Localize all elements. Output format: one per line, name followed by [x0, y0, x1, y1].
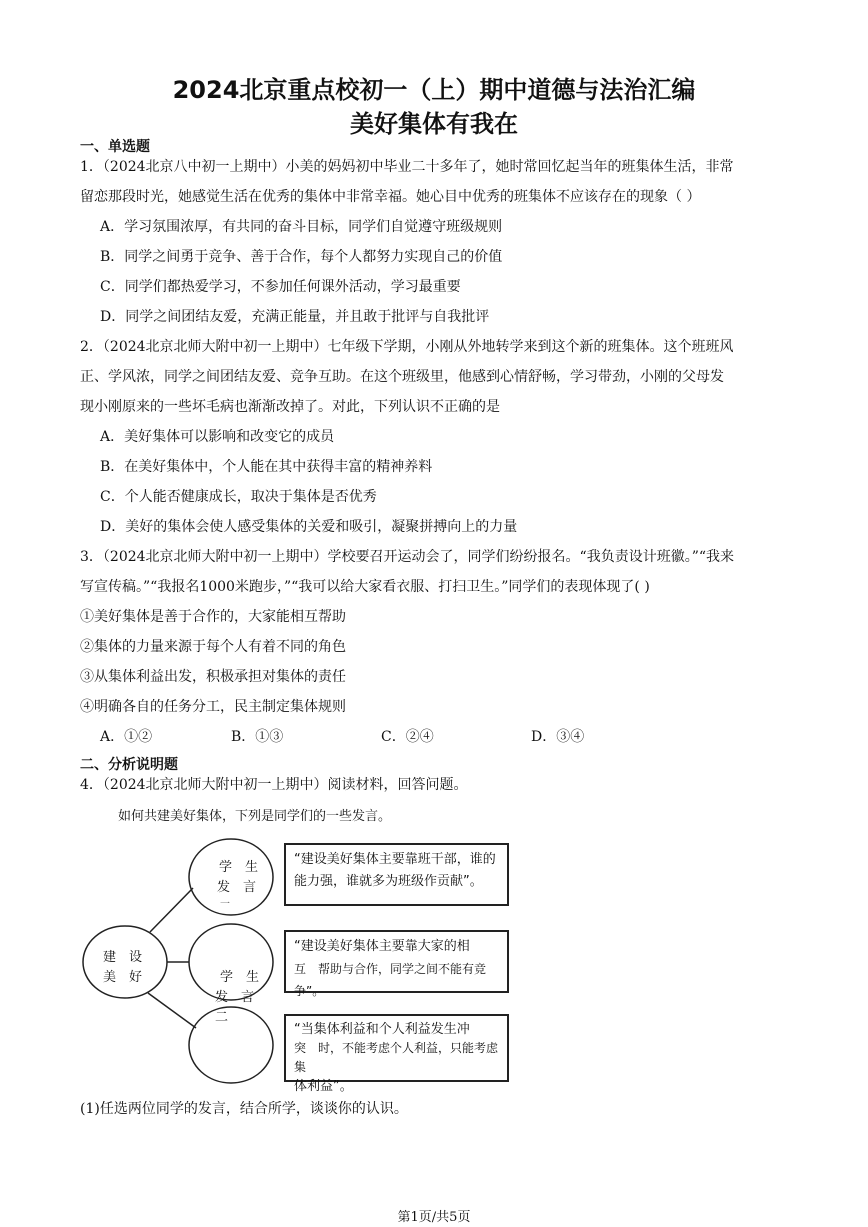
- q4-subquestion-1: (1)任选两位同学的发言，结合所学，谈谈你的认识。: [80, 1101, 408, 1117]
- center-label-line1: 建 设: [103, 950, 143, 965]
- circle2-label-line2: 发 言: [215, 990, 255, 1005]
- circle1-label-line1: 学 生: [219, 860, 259, 875]
- circle1-label-line3: 一: [220, 899, 230, 910]
- q4-material-intro: 如何共建美好集体，下列是同学们的一些发言。: [118, 809, 392, 824]
- center-label-line2: 美 好: [103, 970, 143, 985]
- q3-option-b: B．①③: [231, 729, 284, 745]
- q1-option-d: D．同学之间团结友爱，充满正能量，并且敢于批评与自我批评: [100, 309, 490, 325]
- q3-statement-1: ①美好集体是善于合作的，大家能相互帮助: [80, 609, 346, 625]
- q3-option-d: D．③④: [531, 729, 585, 745]
- q2-stem-line2: 正、学风浓，同学之间团结友爱、竞争互助。在这个班级里，他感到心情舒畅，学习带劲，小刚的父母发: [80, 369, 724, 385]
- page-subtitle: 美好集体有我在: [350, 110, 518, 138]
- q3-stem-line2: 写宣传稿。”“我报名1000米跑步，”“我可以给大家看衣服、打扫卫生。”同学们的表现体现了( ): [80, 579, 650, 595]
- q1-stem-line2: 留恋那段时光，她感觉生活在优秀的集体中非常幸福。她心目中优秀的班集体不应该存在的现象（ ）: [80, 189, 701, 205]
- page-number-footer: 第1页/共5页: [397, 1210, 471, 1225]
- section-heading-single-choice: 一、单选题: [80, 139, 150, 155]
- q2-option-b: B．在美好集体中，个人能在其中获得丰富的精神养料: [100, 459, 433, 475]
- page-title: 2024北京重点校初一（上）期中道德与法治汇编: [172, 76, 696, 104]
- quote-box-3: [284, 1014, 509, 1094]
- quote3-line1: “当集体利益和个人利益发生冲: [294, 1022, 470, 1037]
- quote2-line2: 互 帮助与合作，同学之间不能有竞争”。: [294, 962, 487, 998]
- q4-stem: 4．（2024北京北师大附中初一上期中）阅读材料，回答问题。: [80, 777, 468, 793]
- q3-option-c: C．②④: [381, 729, 434, 745]
- q3-statement-4: ④明确各自的任务分工，民主制定集体规则: [80, 699, 346, 715]
- quote1-line1: “建设美好集体主要靠班干部，谁的: [294, 852, 496, 867]
- q3-option-a: A．①②: [100, 729, 153, 745]
- quote1-line2: 能力强，谁就多为班级作贡献”。: [294, 874, 483, 889]
- circle2-label-line3: 二: [215, 1010, 229, 1025]
- q3-statement-3: ③从集体利益出发，积极承担对集体的责任: [80, 669, 346, 685]
- quote3-line2: 突 时，不能考虑个人利益，只能考虑集: [294, 1041, 499, 1074]
- q3-statement-2: ②集体的力量来源于每个人有着不同的角色: [80, 639, 346, 655]
- q1-option-c: C．同学们都热爱学习，不参加任何课外活动，学习最重要: [100, 279, 461, 295]
- q2-option-c: C．个人能否健康成长，取决于集体是否优秀: [100, 489, 377, 505]
- q2-option-a: A．美好集体可以影响和改变它的成员: [100, 429, 335, 445]
- quote-box-2: [284, 930, 509, 998]
- section-heading-analysis: 二、分析说明题: [80, 757, 178, 773]
- q2-stem-line1: 2．（2024北京北师大附中初一上期中）七年级下学期，小刚从外地转学来到这个新的班集体。这个班班风: [80, 339, 734, 355]
- q1-option-b: B．同学之间勇于竞争、善于合作，每个人都努力实现自己的价值: [100, 249, 503, 265]
- quote3-line3: 体利益”。: [294, 1079, 353, 1094]
- circle1-label-line2: 发 言: [217, 880, 257, 895]
- quote-box-1: [284, 843, 509, 906]
- connector-3: [148, 993, 196, 1028]
- circle2-label-line1: 学 生: [220, 970, 260, 985]
- q3-stem-line1: 3．（2024北京北师大附中初一上期中）学校要召开运动会了，同学们纷纷报名。“我负责设计班徽。”“我来: [80, 549, 735, 565]
- q2-stem-line3: 现小刚原来的一些坏毛病也渐渐改掉了。对此，下列认识不正确的是: [80, 399, 500, 415]
- q2-option-d: D．美好的集体会使人感受集体的关爱和吸引，凝聚拼搏向上的力量: [100, 519, 518, 535]
- student-circle-3: [189, 1007, 273, 1083]
- connector-1: [150, 888, 193, 932]
- quote2-line1: “建设美好集体主要靠大家的相: [294, 939, 470, 954]
- q1-stem-line1: 1．（2024北京八中初一上期中）小美的妈妈初中毕业二十多年了，她时常回忆起当年的班集体生活，非常: [80, 159, 734, 175]
- q1-option-a: A．学习氛围浓厚，有共同的奋斗目标，同学们自觉遵守班级规则: [100, 219, 503, 235]
